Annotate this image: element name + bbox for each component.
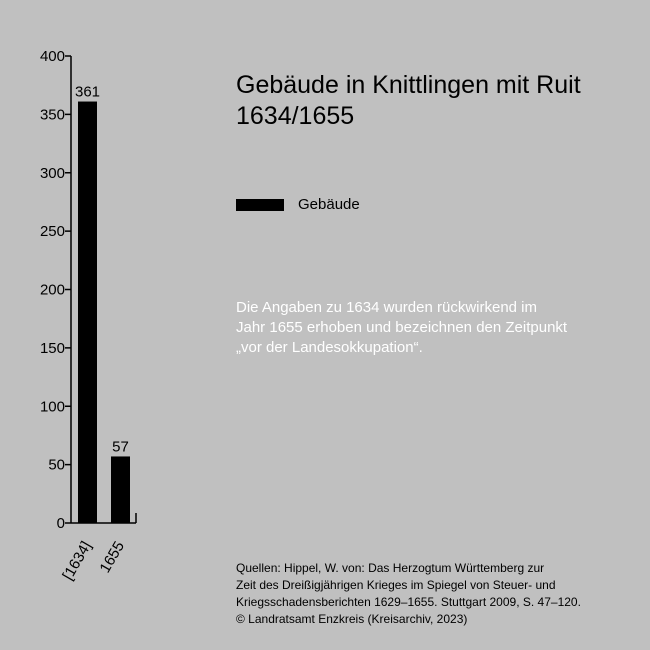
legend (236, 196, 360, 213)
copyright-line: © Landratsamt Enzkreis (Kreisarchiv, 2023) (236, 612, 468, 626)
x-tick-label: [1634] (59, 538, 95, 584)
annotation-line-2: Jahr 1655 erhoben und bezeichnen den Zeitpunkt (236, 319, 568, 336)
data-label: 361 (74, 83, 101, 101)
annotation-line-1: Die Angaben zu 1634 wurden rückwirkend im (236, 299, 538, 316)
x-tick-label: 1655 (96, 538, 128, 576)
bar (78, 102, 97, 523)
chart-title-line-2: 1634/1655 (236, 102, 355, 130)
y-tick-label: 400 (39, 48, 65, 65)
annotation-line-3: „vor der Landesokkupation“. (236, 339, 423, 356)
sources-line-2: Zeit des Dreißigjährigen Krieges im Spiegel von Steuer- und (236, 578, 556, 592)
y-tick-label: 300 (39, 164, 65, 182)
y-tick-label: 350 (39, 106, 65, 124)
chart-title-line-1: Gebäude in Knittlingen mit Ruit (236, 71, 581, 99)
data-label: 57 (112, 438, 129, 456)
bars (75, 84, 130, 523)
y-tick-label: 0 (56, 515, 65, 532)
chart-title (236, 70, 636, 132)
bar (111, 456, 130, 523)
y-tick-label: 100 (39, 398, 65, 416)
sources-line-3: Kriegsschadensberichten 1629–1655. Stuttgart 2009, S. 47–120. (236, 595, 581, 609)
y-tick-label: 50 (48, 456, 65, 474)
y-tick-label: 250 (39, 223, 65, 241)
annotation-note (236, 298, 636, 358)
y-tick-label: 150 (39, 339, 65, 357)
legend-label: Gebäude (298, 196, 360, 213)
y-axis (40, 48, 71, 532)
sources-note (236, 560, 646, 628)
y-tick-label: 200 (39, 281, 65, 299)
legend-swatch (236, 199, 284, 211)
sources-line-1: Quellen: Hippel, W. von: Das Herzogtum Württemberg zur (236, 561, 545, 575)
